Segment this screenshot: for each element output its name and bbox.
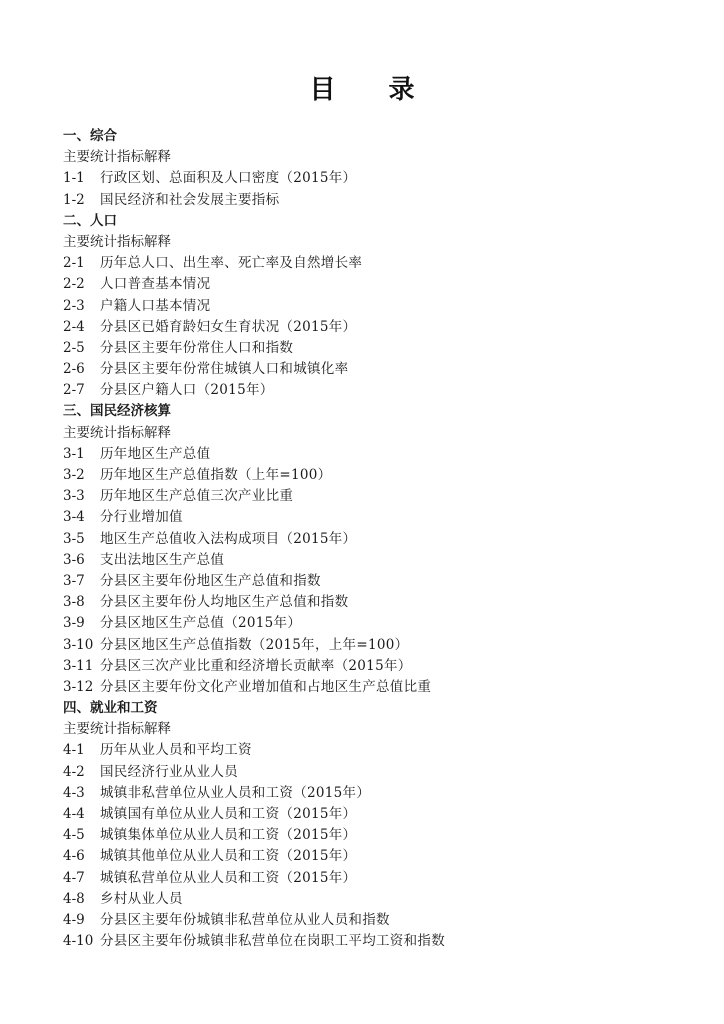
toc-entry — [63, 846, 683, 867]
toc-entry-title: 城镇其他单位从业人员和工资（2015年） — [100, 848, 357, 865]
toc-entry — [63, 253, 683, 274]
toc-entry-title: 分县区主要年份文化产业增加值和占地区生产总值比重 — [100, 678, 432, 695]
toc-entry — [63, 444, 683, 465]
toc-entry-title: 分县区已婚育龄妇女生育状况（2015年） — [100, 318, 357, 335]
toc-entry-title: 分县区地区生产总值（2015年） — [100, 615, 302, 632]
toc-entry-number: 4-8 — [63, 890, 85, 907]
toc-entry-title: 分县区户籍人口（2015年） — [100, 382, 274, 399]
toc-entry — [63, 931, 683, 952]
toc-entry-title: 国民经济行业从业人员 — [100, 763, 238, 780]
toc-entry-title: 城镇私营单位从业人员和工资（2015年） — [100, 869, 357, 886]
toc-entry — [63, 740, 683, 761]
toc-section-heading: 二、人口 — [63, 212, 117, 229]
toc-entry-title: 分县区地区生产总值指数（2015年，上年=100） — [100, 636, 409, 653]
toc-entry — [63, 465, 683, 486]
toc-entry-number: 2-5 — [63, 339, 85, 356]
page-title: 目 录 — [309, 75, 437, 105]
toc-entry-number: 1-2 — [63, 191, 85, 208]
toc-entry — [63, 274, 683, 295]
toc-entry — [63, 338, 683, 359]
toc-entry-title: 城镇集体单位从业人员和工资（2015年） — [100, 827, 357, 844]
toc-entry-title: 支出法地区生产总值 — [100, 551, 225, 568]
toc-entry-title: 历年地区生产总值指数（上年=100） — [100, 467, 332, 483]
toc-entry-title: 乡村从业人员 — [100, 890, 183, 907]
toc-entry-title: 分县区三次产业比重和经济增长贡献率（2015年） — [100, 657, 412, 674]
toc-entry-title: 城镇国有单位从业人员和工资（2015年） — [100, 806, 357, 822]
toc-entry — [63, 825, 683, 846]
toc-entry-number: 3-9 — [63, 615, 85, 632]
toc-entry-number: 2-2 — [63, 276, 85, 293]
toc-entry — [63, 868, 683, 889]
toc-entry-number: 4-5 — [63, 827, 85, 844]
toc-entry — [63, 677, 683, 698]
toc-entry-number: 3-8 — [63, 594, 85, 611]
toc-entry-number: 4-6 — [63, 848, 85, 865]
toc-entry-number: 3-11 — [63, 657, 94, 674]
toc-entry — [63, 190, 683, 211]
toc-entry-number: 2-3 — [63, 297, 85, 314]
toc-entry-number: 3-7 — [63, 572, 85, 589]
toc-entry — [63, 910, 683, 931]
toc-entry-indicator-notes: 主要统计指标解释 — [63, 721, 171, 738]
toc-entry-number: 4-2 — [63, 763, 85, 780]
toc-entry-number: 2-1 — [63, 255, 85, 272]
toc-entry-title: 分行业增加值 — [100, 509, 183, 526]
toc-entry — [63, 783, 683, 804]
toc-entry — [63, 168, 683, 189]
toc-entry-number: 3-5 — [63, 530, 85, 547]
toc-entry — [63, 889, 683, 910]
toc-entry — [63, 359, 683, 380]
toc-entry-number: 2-7 — [63, 382, 85, 399]
toc-entry — [63, 804, 683, 825]
toc-entry — [63, 592, 683, 613]
toc-entry — [63, 762, 683, 783]
toc-entry — [63, 380, 683, 401]
toc-entry-indicator-notes: 主要统计指标解释 — [63, 149, 171, 166]
toc-entry-number: 3-1 — [63, 445, 85, 462]
toc-entry-indicator-notes: 主要统计指标解释 — [63, 424, 171, 441]
toc-entry-indicator-notes: 主要统计指标解释 — [63, 233, 171, 250]
toc-entry — [63, 529, 683, 550]
toc-entry-number: 3-2 — [63, 467, 85, 483]
toc-entry-number: 3-3 — [63, 488, 85, 505]
toc-entry-number: 4-9 — [63, 911, 85, 928]
table-of-contents — [63, 126, 683, 952]
toc-entry — [63, 571, 683, 592]
toc-entry-number: 4-1 — [63, 742, 85, 759]
toc-entry — [63, 635, 683, 656]
toc-entry-title: 分县区主要年份常住城镇人口和城镇化率 — [100, 361, 349, 378]
toc-entry-number: 3-4 — [63, 509, 85, 526]
toc-entry-title: 分县区主要年份常住人口和指数 — [100, 339, 294, 356]
toc-entry-title: 分县区主要年份人均地区生产总值和指数 — [100, 594, 349, 611]
toc-entry — [63, 507, 683, 528]
toc-entry-title: 历年地区生产总值三次产业比重 — [100, 488, 294, 505]
toc-entry-number: 4-4 — [63, 806, 85, 822]
toc-entry-title: 分县区主要年份地区生产总值和指数 — [100, 572, 321, 589]
toc-entry-title: 城镇非私营单位从业人员和工资（2015年） — [100, 784, 371, 801]
toc-entry-title: 行政区划、总面积及人口密度（2015年） — [100, 170, 357, 187]
toc-entry — [63, 486, 683, 507]
toc-entry-number: 1-1 — [63, 170, 85, 187]
toc-entry — [63, 613, 683, 634]
toc-entry-number: 3-6 — [63, 551, 85, 568]
toc-section-heading: 一、综合 — [63, 128, 117, 144]
toc-entry-title: 历年地区生产总值 — [100, 445, 211, 462]
toc-entry-number: 2-4 — [63, 318, 85, 335]
toc-entry-number: 2-6 — [63, 361, 85, 378]
toc-entry-title: 户籍人口基本情况 — [100, 297, 211, 314]
toc-entry-title: 国民经济和社会发展主要指标 — [100, 191, 280, 208]
toc-entry — [63, 550, 683, 571]
toc-section-heading: 三、国民经济核算 — [63, 403, 171, 420]
toc-entry-number: 4-7 — [63, 869, 85, 886]
toc-entry — [63, 317, 683, 338]
toc-entry-number: 4-10 — [63, 933, 94, 950]
toc-entry-title: 历年总人口、出生率、死亡率及自然增长率 — [100, 255, 363, 272]
toc-entry-title: 人口普查基本情况 — [100, 276, 211, 293]
toc-entry-number: 4-3 — [63, 784, 85, 801]
toc-entry-title: 分县区主要年份城镇非私营单位在岗职工平均工资和指数 — [100, 933, 445, 950]
toc-entry — [63, 296, 683, 317]
toc-entry-title: 历年从业人员和平均工资 — [100, 742, 252, 759]
toc-entry — [63, 656, 683, 677]
toc-entry-title: 地区生产总值收入法构成项目（2015年） — [100, 530, 357, 547]
toc-entry-number: 3-12 — [63, 678, 94, 695]
toc-section-heading: 四、就业和工资 — [63, 700, 158, 717]
toc-entry-number: 3-10 — [63, 636, 94, 653]
toc-entry-title: 分县区主要年份城镇非私营单位从业人员和指数 — [100, 911, 390, 928]
